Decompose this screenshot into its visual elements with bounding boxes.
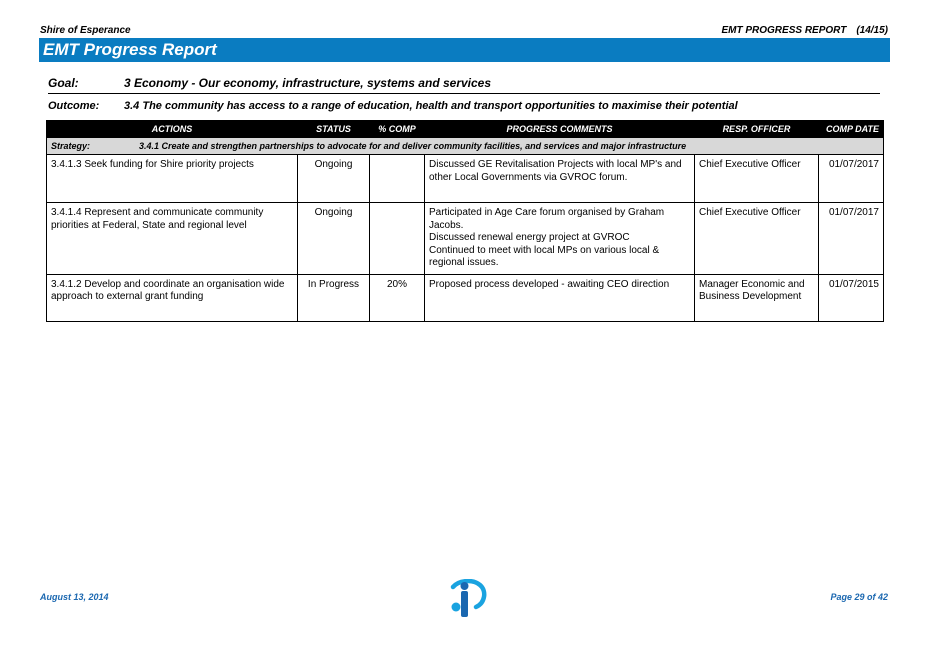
page-title-banner: EMT Progress Report <box>39 38 890 62</box>
report-date: August 13, 2014 <box>40 592 109 602</box>
outcome-label: Outcome: <box>48 100 100 112</box>
table-row <box>47 203 884 275</box>
action-cell: 3.4.1.3 Seek funding for Shire priority projects <box>47 155 298 203</box>
date-cell: 01/07/2017 <box>819 155 884 203</box>
comment-line: Discussed GE Revitalisation Projects with local MP's and other Local Governments via GVROC forum. <box>429 159 682 183</box>
col-completion-date: COMP DATE <box>819 121 884 138</box>
goal-label: Goal: <box>48 76 79 90</box>
i-circle-logo-icon <box>443 579 487 619</box>
percent-cell <box>370 203 425 275</box>
officer-cell: Chief Executive Officer <box>695 155 819 203</box>
status-cell: Ongoing <box>298 155 370 203</box>
percent-cell <box>370 155 425 203</box>
date-cell: 01/07/2017 <box>819 203 884 275</box>
action-cell: 3.4.1.4 Represent and communicate community priorities at Federal, State and regional level <box>47 203 298 275</box>
comment-line: Participated in Age Care forum organised by Graham Jacobs. <box>429 207 665 231</box>
report-title: EMT PROGRESS REPORT <box>721 25 847 36</box>
date-cell: 01/07/2015 <box>819 274 884 321</box>
action-cell: 3.4.1.2 Develop and coordinate an organisation wide approach to external grant funding <box>47 274 298 321</box>
page-number: Page 29 of 42 <box>830 592 888 602</box>
officer-cell: Manager Economic and Business Development <box>695 274 819 321</box>
goal-row <box>48 76 880 94</box>
comment-line: Proposed process developed - awaiting CEO direction <box>429 278 670 290</box>
table-row <box>47 274 884 321</box>
table-row <box>47 155 884 203</box>
col-status: STATUS <box>298 121 370 138</box>
table-header-row <box>47 121 884 138</box>
strategy-cell <box>47 138 884 155</box>
status-cell: In Progress <box>298 274 370 321</box>
comments-cell <box>425 274 695 321</box>
strategy-text: 3.4.1 Create and strengthen partnerships to advocate for and deliver community facilities, and services and major infrastructure <box>139 141 687 151</box>
goal-text: 3 Economy - Our economy, infrastructure, systems and services <box>124 76 492 90</box>
report-header <box>721 25 888 36</box>
col-progress-comments: PROGRESS COMMENTS <box>425 121 695 138</box>
col-actions: ACTIONS <box>47 121 298 138</box>
status-cell: Ongoing <box>298 203 370 275</box>
comment-line: Discussed renewal energy project at GVROC <box>429 232 630 243</box>
comments-cell <box>425 155 695 203</box>
strategy-row <box>47 138 884 155</box>
organisation-name: Shire of Esperance <box>40 25 131 36</box>
comments-cell <box>425 203 695 275</box>
percent-cell: 20% <box>370 274 425 321</box>
col-responsible-officer: RESP. OFFICER <box>695 121 819 138</box>
officer-cell: Chief Executive Officer <box>695 203 819 275</box>
col-percent-complete: % COMP <box>370 121 425 138</box>
section-page: (14/15) <box>856 25 888 36</box>
strategy-label: Strategy: <box>51 141 91 151</box>
actions-table <box>46 120 884 322</box>
outcome-text: 3.4 The community has access to a range of education, health and transport opportunities to maximise their potential <box>124 100 738 112</box>
comment-line: Continued to meet with local MPs on various local & regional issues. <box>429 244 660 268</box>
